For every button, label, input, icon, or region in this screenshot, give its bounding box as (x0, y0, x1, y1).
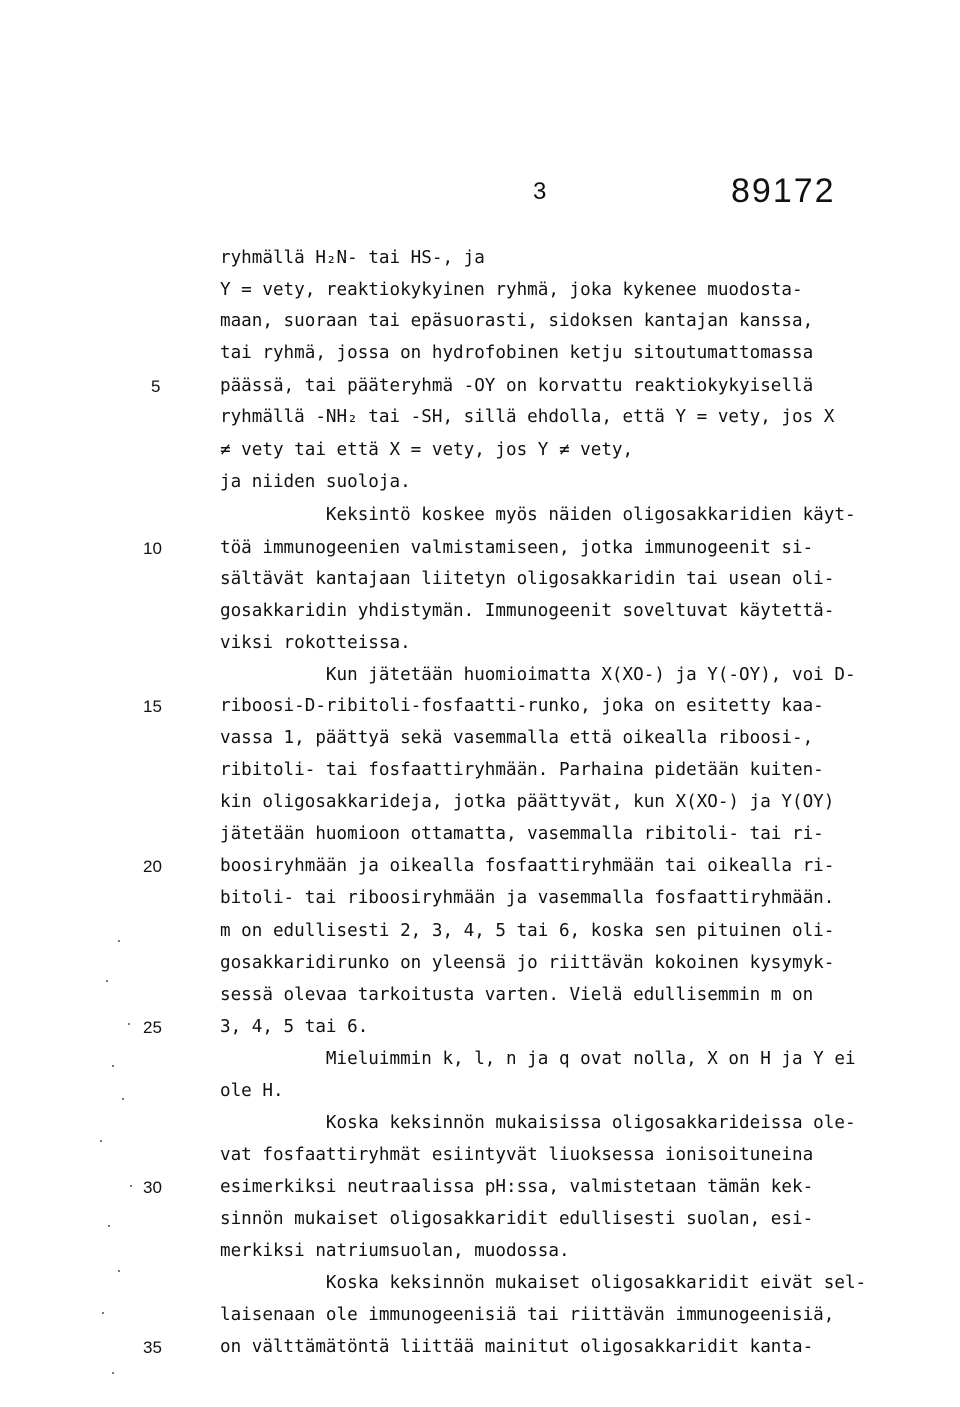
text-line: merkiksi natriumsuolan, muodossa. (220, 1241, 570, 1261)
text-line: vat fosfaattiryhmät esiintyvät liuoksessa ionisoituneina (220, 1145, 814, 1165)
text-line: vassa 1, päättyä sekä vasemmalla että oikealla riboosi-, (220, 728, 814, 748)
text-line: maan, suoraan tai epäsuorasti, sidoksen kantajan kanssa, (220, 311, 814, 331)
text-line: kin oligosakkarideja, jotka päättyvät, kun X(XO-) ja Y(OY) (220, 792, 835, 812)
text-line: gosakkaridirunko on yleensä jo riittävän kokoinen kysymyk- (220, 953, 835, 973)
text-line: gosakkaridin yhdistymän. Immunogeenit soveltuvat käytettä- (220, 601, 835, 621)
text-line: bitoli- tai riboosiryhmään ja vasemmalla fosfaattiryhmään. (220, 888, 835, 908)
line-number: 20 (143, 857, 162, 876)
line-number: 15 (143, 697, 162, 716)
line-number: 25 (143, 1018, 162, 1037)
text-line: on välttämätöntä liittää mainitut oligosakkaridit kanta- (220, 1337, 814, 1357)
text-line: ryhmällä -NH₂ tai -SH, sillä ehdolla, että Y = vety, jos X (220, 407, 835, 427)
text-line: päässä, tai pääteryhmä -OY on korvattu reaktiokykyisellä (220, 376, 814, 396)
text-line: Mieluimmin k, l, n ja q ovat nolla, X on H ja Y ei (220, 1049, 856, 1069)
text-line: 3, 4, 5 tai 6. (220, 1017, 369, 1037)
text-line: esimerkiksi neutraalissa pH:ssa, valmistetaan tämän kek- (220, 1177, 814, 1197)
text-line: viksi rokotteissa. (220, 633, 411, 653)
text-line: sessä olevaa tarkoitusta varten. Vielä edullisemmin m on (220, 985, 814, 1005)
page-number: 3 (533, 178, 547, 205)
text-line: boosiryhmään ja oikealla fosfaattiryhmään tai oikealla ri- (220, 856, 835, 876)
line-number: 10 (143, 539, 162, 558)
text-line: laisenaan ole immunogeenisiä tai riittävän immunogeenisiä, (220, 1305, 835, 1325)
line-number: 30 (143, 1178, 162, 1197)
text-line: riboosi-D-ribitoli-fosfaatti-runko, joka on esitetty kaa- (220, 696, 824, 716)
text-line: töä immunogeenien valmistamiseen, jotka immunogeenit si- (220, 538, 814, 558)
patent-number: 89172 (731, 172, 836, 210)
text-line: ole H. (220, 1081, 284, 1101)
text-line: ≠ vety tai että X = vety, jos Y ≠ vety, (220, 440, 634, 460)
text-line: ja niiden suoloja. (220, 472, 411, 492)
text-line: ryhmällä H₂N- tai HS-, ja (220, 248, 485, 268)
text-line: tai ryhmä, jossa on hydrofobinen ketju sitoutumattomassa (220, 343, 814, 363)
text-line: m on edullisesti 2, 3, 4, 5 tai 6, koska sen pituinen oli- (220, 921, 835, 941)
text-line: Koska keksinnön mukaiset oligosakkaridit eivät sel- (220, 1273, 867, 1293)
line-number: 35 (143, 1338, 162, 1357)
text-line: ribitoli- tai fosfaattiryhmään. Parhaina pidetään kuiten- (220, 760, 824, 780)
text-line: Koska keksinnön mukaisissa oligosakkarideissa ole- (220, 1113, 856, 1133)
text-line: Y = vety, reaktiokykyinen ryhmä, joka kykenee muodosta- (220, 280, 803, 300)
text-line: Kun jätetään huomioimatta X(XO-) ja Y(-OY), voi D- (220, 665, 856, 685)
text-line: sältävät kantajaan liitetyn oligosakkaridin tai usean oli- (220, 569, 835, 589)
text-line: jätetään huomioon ottamatta, vasemmalla ribitoli- tai ri- (220, 824, 824, 844)
line-number: 5 (151, 377, 161, 396)
text-line: Keksintö koskee myös näiden oligosakkaridien käyt- (220, 505, 856, 525)
text-line: sinnön mukaiset oligosakkaridit edullisesti suolan, esi- (220, 1209, 814, 1229)
